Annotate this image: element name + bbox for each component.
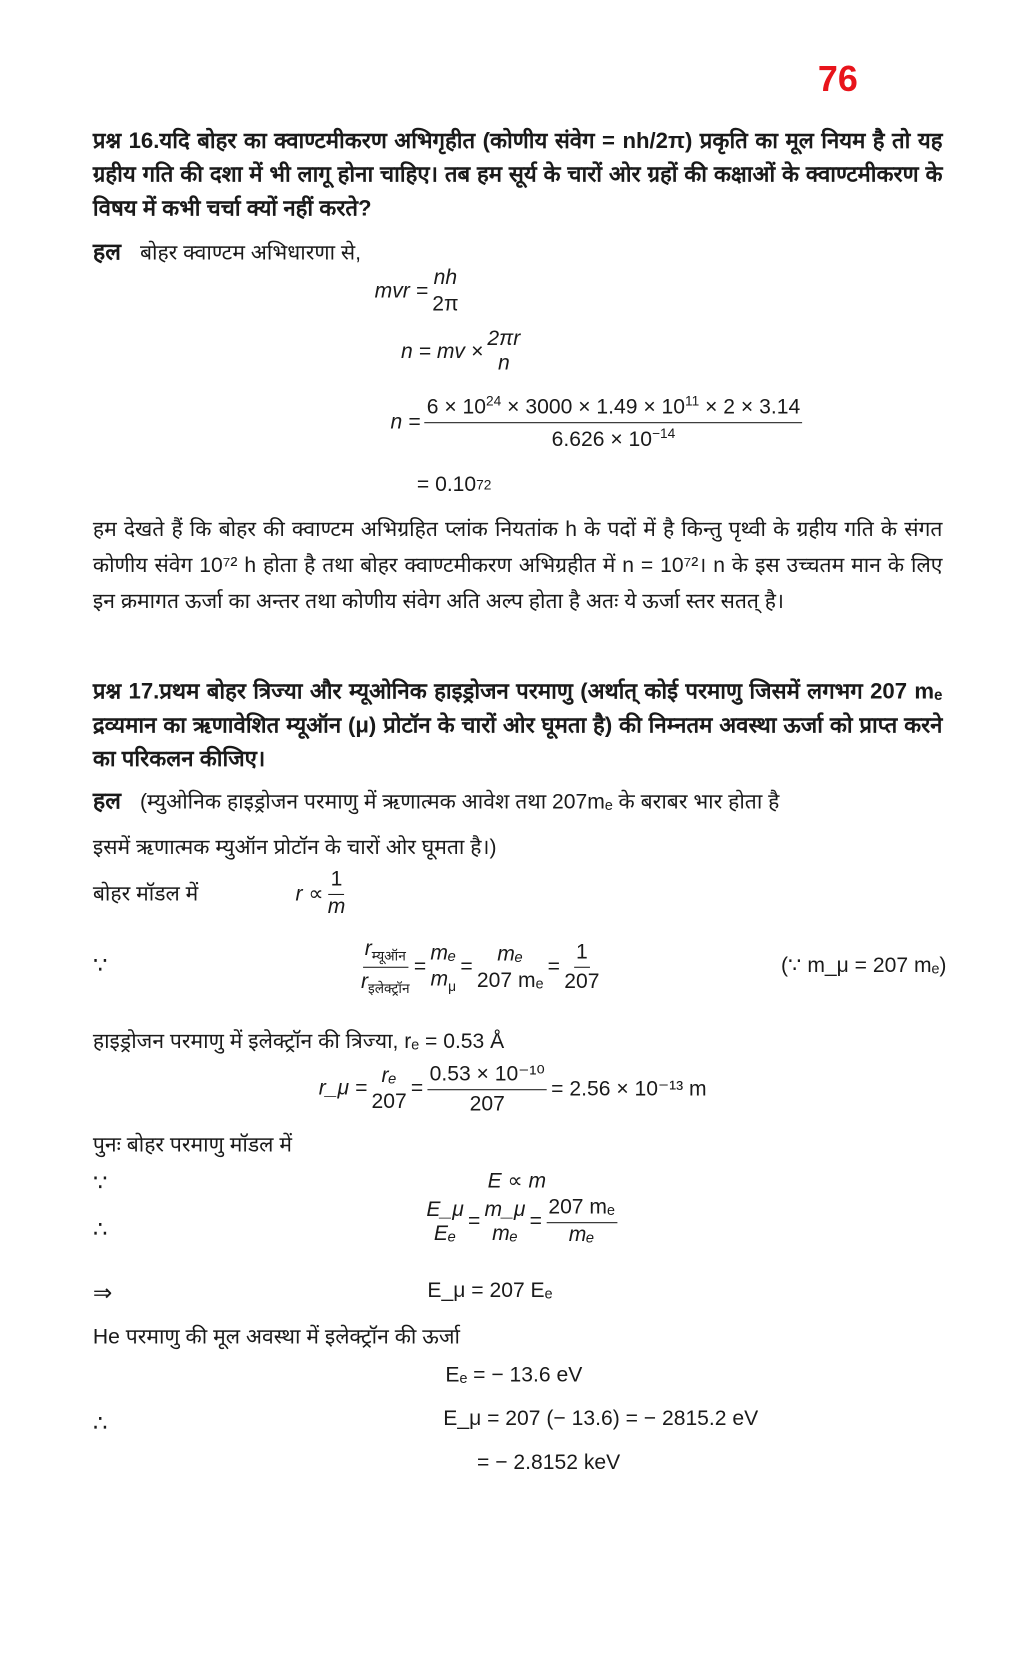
explanation-paragraph: हम देखते हैं कि बोहर की क्वाण्टम अभिग्रहित प्लांक नियतांक h के पदों में है किन्तु पृथ्वी के ग्रहीय गति के संगत कोणीय संवेग 10⁷² h होता है तथा बोहर क्वाण्टमीकरण अभिग्रहीत में n = 10⁷²। n के इस उच्चतम मान के लिए इन क्रमागत ऊर्जा का अन्तर तथा कोणीय संवेग अति अल्प होता है अतः ये ऊर्जा स्तर सतत् है।	[92, 518, 943, 614]
den: 207	[564, 969, 600, 994]
den: mₑ	[492, 1221, 518, 1245]
solution-16-intro	[93, 234, 943, 271]
therefore-symbol: ∴	[92, 1410, 108, 1437]
exp: 72	[476, 477, 492, 493]
eq: =	[529, 1209, 542, 1233]
equation-radius-ratio	[357, 937, 604, 997]
implies-symbol: ⇒	[92, 1279, 113, 1306]
solution-17-line1	[93, 783, 943, 820]
n2: × 3000 × 1.49 × 10	[501, 395, 686, 419]
result: = 0.10	[416, 472, 477, 497]
equation-ee: Eₑ = − 13.6 eV	[445, 1363, 583, 1387]
question-text: प्रथम बोहर त्रिज्या और म्यूओनिक हाइड्रोजन परमाणु (अर्थात् कोई परमाणु जिसमें लगभग 207 mₑ द्रव्यमान का ऋणावेशित म्यूऑन (μ) प्रोटॉन के चारों ओर घूमता है) की निम्नतम अवस्था ऊर्जा को प्राप्त करने का परिकलन कीजिए।	[92, 679, 943, 772]
equation-energy-ratio	[422, 1196, 621, 1248]
num: 1	[329, 868, 345, 895]
numerator: nh	[433, 265, 458, 290]
equation-n	[401, 327, 524, 376]
hydrogen-radius-line: हाइड्रोजन परमाणु में इलेक्ट्रॉन की त्रिज्या, rₑ = 0.53 Å	[92, 1030, 505, 1054]
eq: =	[547, 955, 560, 979]
again-bohr-line: पुनः बोहर परमाणु मॉडल में	[92, 1133, 292, 1157]
den: 207	[371, 1089, 407, 1113]
helium-energy-line: He परमाणु की मूल अवस्था में इलेक्ट्रॉन की ऊर्जा	[92, 1325, 460, 1349]
text: (म्युओनिक हाइड्रोजन परमाणु में ऋणात्मक आवेश तथा 207mₑ के बराबर भार होता है	[139, 790, 780, 814]
d-exp: −14	[652, 424, 676, 441]
sub: μ	[448, 977, 456, 994]
d1: 6.626 × 10	[551, 427, 653, 451]
equation-n-value	[390, 393, 806, 452]
solution-label: हल	[92, 787, 121, 814]
sub: इलेक्ट्रॉन	[367, 980, 410, 997]
num: mₑ	[497, 941, 524, 966]
den: Eₑ	[433, 1221, 457, 1245]
solution-label: हल	[92, 238, 121, 265]
page-number: 76	[817, 59, 858, 100]
question-label: प्रश्न 17.	[92, 679, 160, 704]
denominator: 2π	[432, 292, 459, 316]
eq: =	[413, 955, 427, 979]
equation-mvr	[375, 266, 463, 317]
num: 1	[574, 940, 590, 967]
num: m_μ	[484, 1197, 526, 1221]
den: m	[430, 967, 449, 991]
e-prop: E ∝ m	[487, 1169, 547, 1193]
num: 207 mₑ	[546, 1196, 617, 1223]
question-label: प्रश्न 16.	[92, 128, 160, 154]
equation-result	[417, 473, 492, 497]
lhs: n = mv ×	[401, 339, 484, 363]
num: rₑ	[381, 1063, 397, 1087]
equation-emu-value: E_μ = 207 (− 13.6) = − 2815.2 eV	[443, 1406, 759, 1431]
because-symbol: ∵	[92, 951, 108, 979]
den: 207 mₑ	[476, 968, 544, 992]
lhs: r_μ =	[318, 1076, 368, 1100]
eq: =	[410, 1076, 424, 1100]
equation-emu: E_μ = 207 Eₑ	[427, 1279, 553, 1303]
numerator: 2πr	[487, 327, 521, 351]
denominator: n	[497, 351, 510, 375]
result: = 2.56 × 10⁻¹³ m	[551, 1077, 707, 1101]
equation-r-mu	[319, 1061, 707, 1117]
equation-r-prop	[296, 868, 350, 920]
lhs: r ∝	[295, 882, 324, 906]
e2: 11	[685, 392, 700, 409]
bohr-model-label: बोहर मॉडल में	[92, 882, 199, 906]
sub: म्यूऑन	[371, 947, 406, 964]
question-16	[93, 125, 943, 226]
intro-text: बोहर क्वाण्टम अभिधारणा से,	[139, 241, 362, 265]
eq: =	[460, 955, 473, 979]
question-17	[93, 675, 943, 776]
eq: =	[467, 1209, 481, 1233]
equation-e-prop	[488, 1167, 546, 1193]
num: 0.53 × 10⁻¹⁰	[427, 1061, 546, 1091]
den: mₑ	[568, 1223, 595, 1247]
r: r	[360, 969, 368, 994]
lhs: n =	[390, 410, 421, 434]
question-text: यदि बोहर का क्वाण्टमीकरण अभिगृहीत (कोणीय संवेग = nh/2π) प्रकृति का मूल नियम है तो यह ग्रहीय गति की दशा में भी लागू होना चाहिए। तब हम सूर्य के चारों ओर ग्रहों की कक्षाओं के क्वाण्टमीकरण के विषय में कभी चर्चा क्यों नहीं करते?	[92, 128, 943, 221]
solution-17-line2: इसमें ऋणात्मक म्युऑन प्रोटॉन के चारों ओर घूमता है।)	[92, 835, 497, 860]
num: E_μ	[426, 1197, 464, 1221]
n3: × 2 × 3.14	[699, 395, 801, 419]
num: mₑ	[430, 940, 457, 965]
den: m	[327, 894, 346, 919]
because-symbol: ∵	[92, 1169, 108, 1196]
lhs: mvr =	[374, 279, 429, 303]
equation-kev: = − 2.8152 keV	[477, 1451, 621, 1475]
den: 207	[469, 1092, 505, 1116]
therefore-symbol: ∴	[92, 1215, 108, 1243]
n1: 6 × 10	[426, 395, 487, 419]
e1: 24	[486, 392, 502, 409]
r: r	[364, 937, 372, 961]
mass-note: (∵ m_μ = 207 mₑ)	[780, 954, 947, 978]
